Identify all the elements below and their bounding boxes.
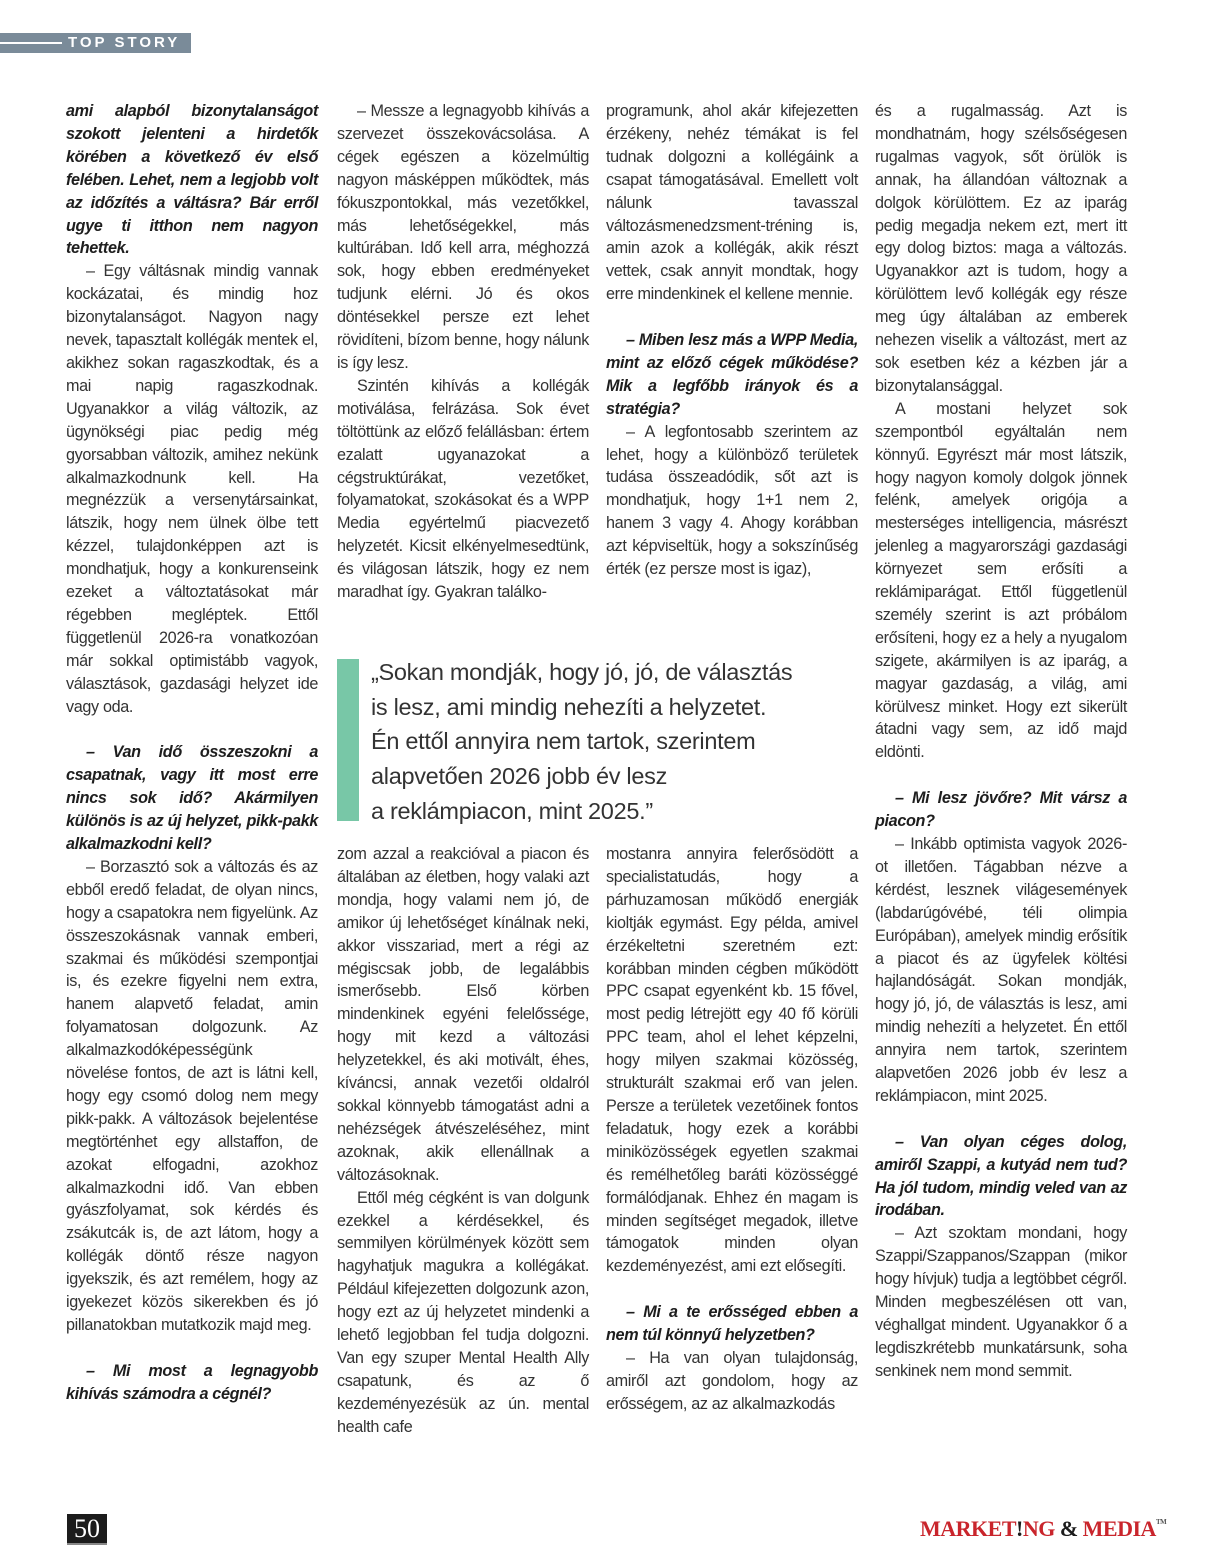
pull-quote-accent-bar (337, 659, 359, 821)
page-number: 50 (67, 1514, 107, 1545)
article-column-1 (66, 100, 318, 1406)
article-column-2-top (337, 100, 589, 604)
article-column-3-top (606, 100, 858, 581)
interview-answer: – Egy váltásnak mindig vannak kockázatai, és mindig hoz bizonytalanságot. Nagyon nagy nevek, tapasztalt kollégák mentek el, akikhez sokan ragaszkodtak, és a mai napig ragaszkodnak. Ugyanakkor a világ változik, az ügynökségi piac pedig még gyorsabban változik, amihez nekünk alkalmazkodnunk kell. Ha megnézzük a versenytársainkat, látszik, hogy nem ülnek ölbe tett kézzel, tulajdonképpen azt is mondhatjuk, hogy a konkurenseink ezeket a változtatásokat már régebben megléptek. Ettől függetlenül 2026-ra vonatkozóan már sokkal optimistább vagyok, választások, gazdasági helyzet ide vagy oda. (66, 262, 318, 716)
brand-part: MARKET (920, 1516, 1016, 1541)
interview-answer: A mostani helyzet sok szempontból egyáltalán nem könnyű. Egyrészt már most látszik, hogy nagyon komoly dolgok jönnek felénk, amelyek origója a mesterséges intelligencia, másrészt jelenleg a magyarországi gazdasági környezet sem erősíti a reklámiparágat. Ettől függetlenül személy szerint is azt próbálom erősíteni, hogy ez a hely a nyugalom szigete, akármilyen is az iparág, a magyar gazdaság, a világ, ami körülvesz minket. Hogy ezt sikerült átadni vagy sem, az idő majd eldönti. (875, 399, 1127, 762)
pull-quote-text (371, 655, 792, 829)
interview-answer: – A legfontosabb szerintem az lehet, hogy a különböző területek tudása összeadódik, sőt azt is mondhatjuk, hogy 1+1 nem 2, hanem 3 vagy 4. Ahogy korábban azt képviseltük, hogy a sokszínűség érték (ez persze most is igaz), (606, 422, 858, 579)
article-column-4 (875, 100, 1127, 1383)
interview-question: – Mi a te erősséged ebben a nem túl könnyű helyzetben? (606, 1303, 858, 1345)
brand-part: MEDIA (1077, 1516, 1156, 1541)
interview-answer: – Azt szoktam mondani, hogy Szappi/Szappanos/Szappan (mikor hogy hívjuk) tudja a legtöbbet cégről. Minden megbeszélésen ott van, véghallgat mindent. Ugyanakkor ő a legdiszkrétebb munkatársunk, soha senkinek nem mond semmit. (875, 1224, 1127, 1380)
continued-paragraph: zom azzal a reakcióval a piacon és általában az életben, hogy valaki azt mondja, hogy valami nem jó, de amikor új lehetőséget kínálnak neki, akkor visszariad, mert a régi az mégiscsak jobb, de legalábbis ismerősebb. Első körben mindenkinek egyéni felelőssége, hogy mit kezd a változási helyzetekkel, és aki motivált, éhes, kíváncsi, annak vezetői oldalról sokkal könnyebb támogatást adni a nehézségek átvészeléséhez, mint azoknak, akik ellenállnak a változásoknak. (337, 845, 589, 1184)
brand-ampersand: & (1059, 1516, 1078, 1541)
pull-quote-line: „Sokan mondják, hogy jó, jó, de választás (371, 659, 793, 685)
continued-paragraph: programunk, ahol akár kifejezetten érzékeny, nehéz témákat is fel tudnak dolgozni a kollégáink a csapat támogatásával. Emellett volt nálunk tavasszal változásmenedzsment-tréning is, amin azok a kollégák, akik részt vettek, csak annyit mondtak, hogy erre mindenkinek el kellene mennie. (606, 102, 858, 304)
interview-answer: Ettől még cégként is van dolgunk ezekkel a kérdésekkel, és semmilyen körülmények között sem hagyhatjuk magukra a kollégákat. Például kifejezetten dolgozunk azon, hogy ezt az új helyzetet mindenki a lehető legjobban fel tudja dolgozni. Van egy szuper Mental Health Ally csapatunk, és az ő kezdeményezésük az ún. mental health cafe (337, 1188, 589, 1436)
article-column-3-bottom (606, 843, 858, 1416)
brand-part: ! (1016, 1516, 1023, 1541)
interview-answer: – Messze a legnagyobb kihívás a szervezet összekovácsolása. A cégek egészen a közelmúltig nagyon másképpen működtek, más fókuszpontokkal, más vezetőkkel, más lehetőségekkel, más kultúrában. Idő kell arra, méghozzá sok, hogy ebben eredményeket tudjunk elérni. Jó és okos döntésekkel persze ezt lehet rövidíteni, bízom benne, hogy nálunk is így lesz. (337, 102, 589, 372)
continued-paragraph: és a rugalmasság. Azt is mondhatnám, hogy szélsőségesen rugalmas vagyok, sőt örülök is annak, ha állandóan változnak a dolgok körülöttem. Ez az iparág pedig megadja nekem ezt, mert itt egy dolog biztos: maga a változás. Ugyanakkor azt is tudom, hogy a körülöttem levő kollégák egy része meg úgy általában az emberek nehezen viselik a változást, mert az sok esetben kéz a kézben jár a bizonytalansággal. (875, 102, 1127, 395)
interview-question: ami alapból bizonytalanságot szokott jelenteni a hirdetők körében a következő év első felében. Lehet, nem a legjobb volt az időzítés a váltásra? Bár erről ugye ti itthon nem nagyon tehettek. (66, 102, 318, 258)
interview-question: – Mi most a legnagyobb kihívás számodra a cégnél? (66, 1361, 318, 1403)
interview-answer: – Ha van olyan tulajdonság, amiről azt gondolom, hogy az erősségem, az az alkalmazkodás (606, 1348, 858, 1413)
interview-question: – Miben lesz más a WPP Media, mint az előző cégek működése? Mik a legfőbb irányok és a stratégia? (606, 331, 858, 418)
trademark-mark: TM (1155, 1518, 1167, 1526)
interview-answer: – Inkább optimista vagyok 2026-ot illetően. Tágabban nézve a kérdést, lesznek világesemények (labdarúgóvébé, téli olimpia Európában), amelyek mindig erősítik a piacot és az ügyfelek költési hajlandóságát. Sokan mondják, hogy jó, jó, de választás is lesz, ami mindig nehezíti a helyzetet. Én ettől annyira nem tartok, szerintem alapvetően 2026 jobb év lesz a reklámpiacon, mint 2025. (875, 834, 1127, 1105)
interview-question: – Van idő összeszokni a csapatnak, vagy itt most erre nincs sok idő? Akármilyen különös is az új helyzet, pikk-pakk alkalmazkodni kell? (66, 743, 318, 853)
interview-question: – Van olyan céges dolog, amiről Szappi, a kutyád nem tud? Ha jól tudom, mindig veled van az irodában. (875, 1132, 1127, 1220)
pull-quote-line: a reklámpiacon, mint 2025.” (371, 797, 653, 824)
pull-quote (337, 655, 857, 827)
continued-paragraph: mostanra annyira felerősödött a specialistatudás, hogy a párhuzamosan működő energiák kioltják egymást. Egy példa, amivel érzékeltetni szeretném ezt: korábban minden cégben működött PPC csapat egyenként kb. 15 fővel, most pedig létrejött egy 40 fő körüli PPC team, ahol el lehet képzelni, hogy milyen szakmai közösség, strukturált szakmai erő van jelen. Persze a területek vezetőinek fontos feladatuk, hogy ezek a korábbi miniközösségek egyetlen szakmai és remélhetőleg baráti közösséggé formálódjanak. Ehhez én magam is minden segítséget megadok, illetve támogatok minden olyan kezdeményezést, ami ezt elősegíti. (606, 845, 858, 1276)
article-column-2-bottom (337, 843, 589, 1439)
brand-logo (920, 1516, 1166, 1542)
interview-answer: – Borzasztó sok a változás és az ebből eredő feladat, de olyan nincs, hogy a csapatokra nem figyelünk. Az összeszokásnak vannak emberi, szakmai és működési szempontjai is, és ezekre figyelni nem extra, hanem alapvető feladat, amin folyamatosan dolgozunk. Az alkalmazkodóképességünk növelése fontos, de azt is látni kell, hogy egy csomó dolog nem megy pikk-pakk. A változások bejelentése megtörténhet egy allstaffon, de azokat elfogadni, azokhoz alkalmazkodni idő. Van ebben gyászfolyamat, sok kérdés és zsákutcák is, de azt látom, hogy a kollégák döntő része nagyon igyekszik, és azt remélem, hogy az igyekezet közös sikerekben és jó pillanatokban mutatkozik majd meg. (66, 857, 318, 1335)
pull-quote-line: alapvetően 2026 jobb év lesz (371, 763, 668, 790)
section-header-rule (0, 42, 62, 44)
pull-quote-line: is lesz, ami mindig nehezíti a helyzetet. (371, 693, 767, 720)
pull-quote-line: Én ettől annyira nem tartok, szerintem (371, 728, 756, 755)
interview-question: – Mi lesz jövőre? Mit vársz a piacon? (875, 789, 1127, 831)
brand-part: NG (1022, 1516, 1060, 1541)
interview-answer: Szintén kihívás a kollégák motiválása, felrázása. Sok évet töltöttünk az előző felállásban: értem ezalatt ugyanazokat a cégstruktúrákat, vezetőket, folyamatokat, szokásokat és a WPP Media egyértelmű piacvezető helyzetét. Kicsit elkényelmesedtünk, és világosan látszik, hogy ez nem maradhat így. Gyakran találko- (337, 376, 589, 602)
section-label: TOP STORY (68, 34, 181, 51)
